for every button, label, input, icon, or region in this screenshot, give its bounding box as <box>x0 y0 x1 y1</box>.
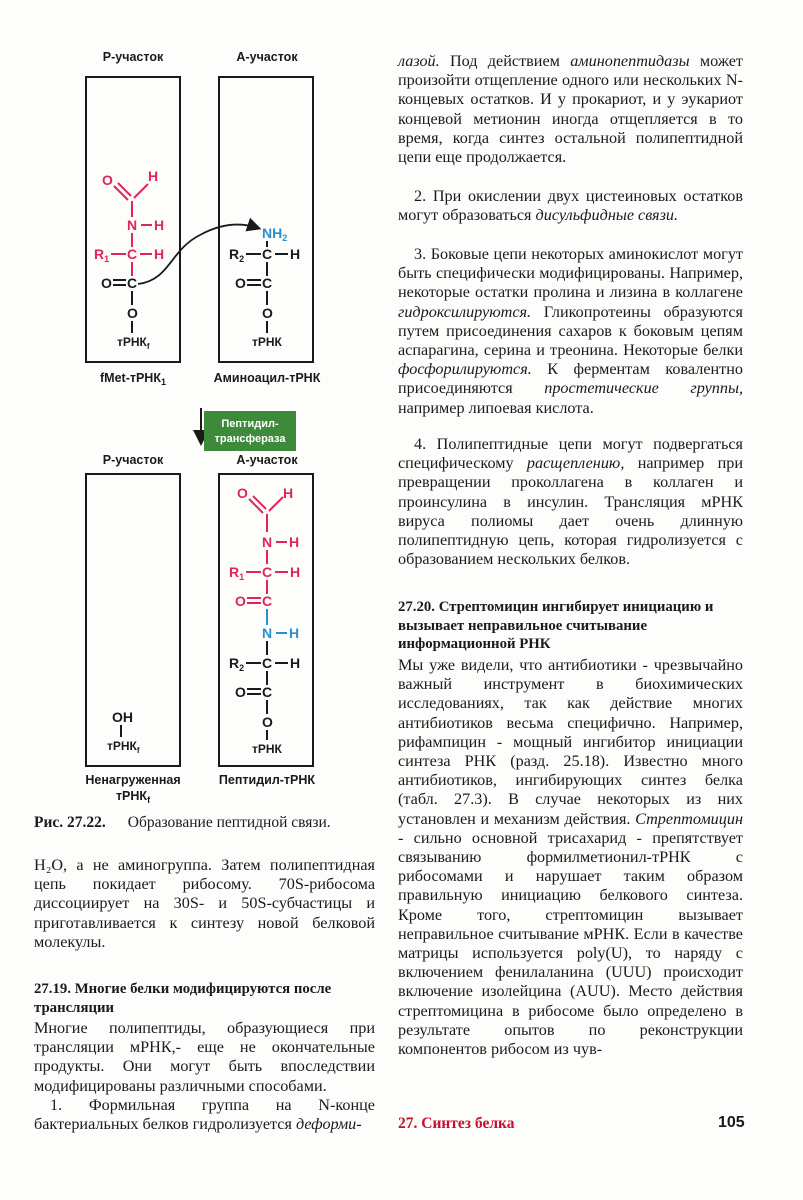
atom-r2-pep: $R_2$ <box>229 655 245 673</box>
right-p1-a: Под действием <box>439 52 571 70</box>
label-uncharged-trna-line1: Ненагруженная <box>85 773 181 787</box>
enzyme-box <box>204 411 296 451</box>
atom-h-formyl: H <box>148 168 159 184</box>
footer-chapter-title: 27. Синтез белка <box>398 1115 515 1132</box>
atom-o-carbonyl-aminoacyl: O <box>235 275 246 291</box>
figure-caption <box>34 814 379 832</box>
label-aminoacyl-trna: Аминоацил-тРНК <box>213 371 321 385</box>
atom-o-ester-aminoacyl: O <box>262 305 273 321</box>
atom-o-carbonyl-pep2: O <box>235 684 246 700</box>
uncharged-trna-structure <box>107 709 140 755</box>
aminoacyl-trna-structure <box>229 225 300 349</box>
label-uncharged-trna-line2: тРНК$_f$ <box>115 789 151 805</box>
label-peptidyl-trna: Пептидил-тРНК <box>218 773 316 787</box>
enzyme-label-line1: Пептидил- <box>221 418 279 430</box>
footer-page-number: 105 <box>718 1114 745 1131</box>
right-p3-em3: простетические группы, <box>544 379 743 398</box>
atom-h-alpha-pep2: H <box>290 655 301 671</box>
right-p5-b: - сильно основной трисахарид - препятствует связыванию формилметионил-тРНК с рибосомами и нарушает таким образом правильную инициацию белкового синтеза. Кроме того, стрептомицин вызывает неправильное считывание мРНК. Если в качестве матрицы используется poly(U), то наряду с включением фенилаланина (UUU) происходит включение изолейцина (AUU). Место действия стрептомицина в рибосоме было определено в результате опытов по реконструкции компонентов рибосом из чув- <box>398 828 743 1059</box>
atom-c-carbonyl-fmet: C <box>127 275 138 291</box>
peptidyl-trna-structure <box>229 485 300 756</box>
atom-c-alpha-pep2: C <box>262 655 273 671</box>
right-p1-em2: аминопептидазы <box>570 52 690 70</box>
atom-c-alpha-fmet: C <box>127 246 138 262</box>
right-p3-em1: гидроксилируются. <box>398 302 532 321</box>
atom-o-formyl-pep: O <box>237 485 248 501</box>
atom-h-peptide-bond: H <box>289 625 300 641</box>
heading-27-20: 27.20. Стрептомицин ингибирует инициацию и вызывает неправильное считывание информационной РНК <box>398 599 714 652</box>
atom-c-carbonyl-aminoacyl: C <box>262 275 273 291</box>
caption-label: Рис. 27.22. <box>34 814 106 831</box>
right-p3-d: например липоевая кислота. <box>398 398 594 417</box>
atom-h-nh-pep1: H <box>289 534 300 550</box>
right-paragraph-5 <box>398 656 743 1059</box>
right-p1-em1: лазой. <box>398 52 440 70</box>
right-p4-b: например при превращении проколлагена в коллаген и проинсулина в инсулин. Трансляция мРНК вируса полиомы дает очень длинную полипептидную цепь, которая гидролизуется с образованием нескольких белков. <box>398 454 743 569</box>
right-p4-em: расщеплению, <box>526 454 625 473</box>
right-p3-c: К ферментам ковалентно присоединяются <box>398 360 743 398</box>
right-p5-a: Мы уже видели, что антибиотики - чрезвычайно важный инструмент в биохимических исследованиях, так как действие многих антибиотиков весьма специфично. Например, рифампицин - мощный ингибитор инициации синтеза РНК (разд. 25.18). Известно много антибиотиков, ингибирующих синтез белка (табл. 27.3). В случае некоторых из них установлен и механизм действия. <box>398 656 743 828</box>
trna-label-fmet: тРНК$_f$ <box>117 335 150 351</box>
atom-nh2: $NH_2$ <box>262 225 288 243</box>
label-a-site-bottom: А-участок <box>236 453 298 467</box>
caption-text: Образование пептидной связи. <box>127 814 331 831</box>
label-p-site-top: Р-участок <box>102 50 164 64</box>
atom-n-fmet: N <box>127 217 138 233</box>
figure-peptide-bond <box>0 0 400 810</box>
right-p3-em2: фосфорилируются. <box>398 360 532 379</box>
atom-oh: OH <box>112 709 133 725</box>
right-p2-em: дисульфидные связи. <box>535 206 679 225</box>
atom-n-pep1: N <box>262 534 273 550</box>
right-paragraph-3 <box>398 245 743 418</box>
fmet-trna-structure <box>94 168 164 351</box>
atom-h-alpha-fmet: H <box>154 246 165 262</box>
right-p3-b: Гликопротеины образуются путем присоединения сахаров к боковым цепям аспарагина, серина и треонина. Некоторые белки <box>398 302 743 360</box>
atom-o-carbonyl-fmet: O <box>101 275 112 291</box>
left-paragraph-2: Многие полипептиды, образующиеся при трансляции мРНК,- еще не окончательные продукты. Они могут быть впоследствии модифицированы различными способами. <box>34 1019 375 1095</box>
right-p2-a: 2. При окислении двух цистеиновых остатков могут образоваться <box>398 187 743 225</box>
atom-r1-pep: $R_1$ <box>229 564 245 582</box>
atom-c-carbonyl-pep2: C <box>262 684 273 700</box>
atom-r2-aminoacyl: $R_2$ <box>229 246 245 264</box>
atom-c-alpha-aminoacyl: C <box>262 246 273 262</box>
atom-h-formyl-pep: H <box>283 485 294 501</box>
trna-label-aminoacyl: тРНК <box>252 335 282 349</box>
atom-h-alpha-pep1: H <box>290 564 301 580</box>
left-paragraph-3 <box>34 1096 375 1134</box>
atom-o-ester-fmet: O <box>127 305 138 321</box>
atom-o-carbonyl-pep1: O <box>235 593 246 609</box>
label-p-site-bottom: Р-участок <box>102 453 164 467</box>
enzyme-label-line2: трансфераза <box>214 433 286 445</box>
right-p4-a: 4. Полипептидные цепи могут подвергаться специфическому <box>398 435 743 473</box>
atom-h-nh-fmet: H <box>154 217 165 233</box>
p-site-box-bottom <box>86 474 180 766</box>
atom-o-formyl: O <box>102 172 113 188</box>
atom-n-peptide-bond: N <box>262 625 273 641</box>
heading-27-19: 27.19. Многие белки модифицируются после трансляции <box>34 981 332 1016</box>
atom-c-carbonyl-pep1: C <box>262 593 273 609</box>
trna-label-uncharged: тРНК$_f$ <box>107 739 140 755</box>
atom-c-alpha-pep1: C <box>262 564 273 580</box>
atom-o-ester-pep: O <box>262 714 273 730</box>
right-p1-b: может произойти отщепление одного или нескольких N-концевых остатков. И у прокариот, и у эукариот концевой метионин иногда отщепляется в то время, когда синтез остальной полипептидной цепи еще продолжается. <box>398 52 743 167</box>
right-paragraph-4 <box>398 435 743 569</box>
right-paragraph-2 <box>398 187 743 225</box>
label-a-site-top: А-участок <box>236 50 298 64</box>
right-p5-em: Стрептомицин <box>635 809 743 828</box>
trna-label-peptidyl: тРНК <box>252 742 282 756</box>
label-fmet-trna: fMet-тРНК$_1$ <box>100 371 166 387</box>
right-p3-a: 3. Боковые цепи некоторых аминокислот могут быть специфически модифицированы. Например, некоторые остатки пролина и лизина в коллагене <box>398 245 743 302</box>
atom-r1-fmet: $R_1$ <box>94 246 110 264</box>
left-p3-em: деформи- <box>296 1115 362 1134</box>
left-p3-text: 1. Формильная группа на N-конце бактериальных белков гидролизуется <box>34 1096 375 1134</box>
left-paragraph-1: H₂O, а не аминогруппа. Затем полипептидная цепь покидает рибосому. 70S-рибосома диссоциирует на 30S- и 50S-субчастицы и приготавливается к синтезу новой белковой молекулы. <box>34 856 375 951</box>
right-paragraph-1 <box>398 52 743 167</box>
atom-h-alpha-aminoacyl: H <box>290 246 301 262</box>
